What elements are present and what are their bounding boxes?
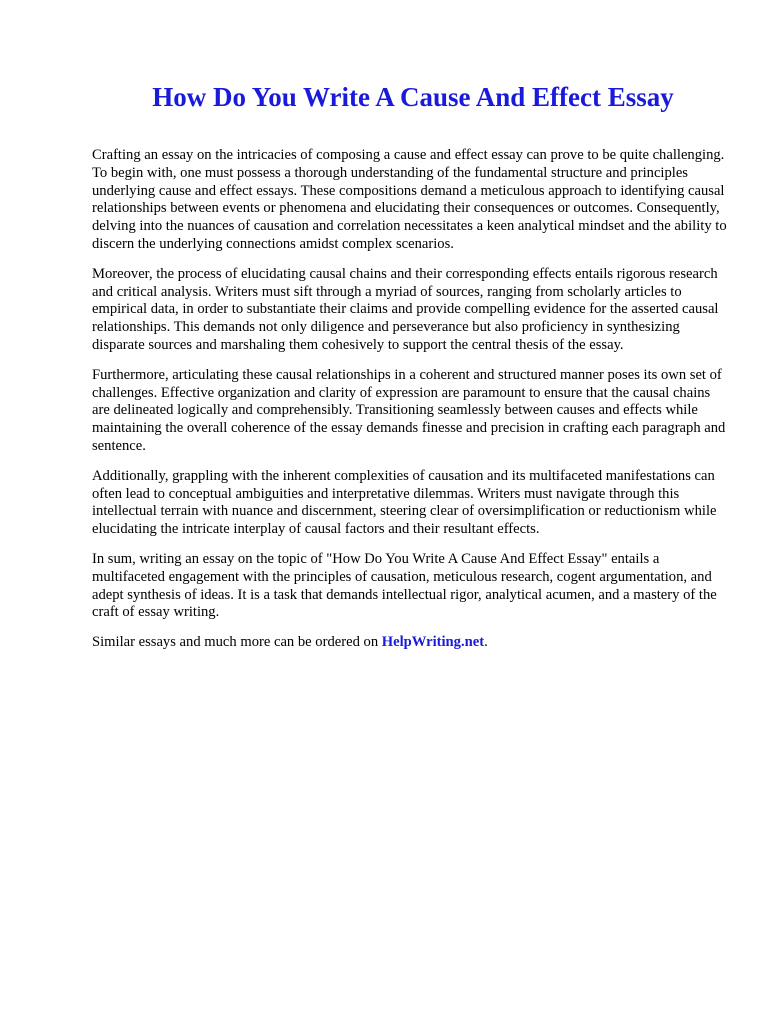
footer-line [92, 634, 730, 652]
document-body [92, 147, 730, 664]
helpwriting-link[interactable]: HelpWriting.net [381, 634, 485, 651]
paragraph-2: Moreover, the process of elucidating causal chains and their corresponding effects entails rigorous research and critical analysis. Writers must sift through a myriad of sources, ranging from scholarly articles to empirical data, in order to substantiate their claims and provide compelling evidence for the asserted causal relationships. This demands not only diligence and perseverance but also proficiency in synthesizing disparate sources and marshaling them cohesively to support the central thesis of the essay. [92, 265, 719, 353]
paragraph-1: Crafting an essay on the intricacies of composing a cause and effect essay can prove to be quite challenging. To begin with, one must possess a thorough understanding of the fundamental structure and principles underlying cause and effect essays. These compositions demand a meticulous approach to identifying causal relationships between events or phenomena and elucidating their consequences or outcomes. Consequently, delving into the nuances of causation and correlation necessitates a keen analytical mindset and the ability to discern the underlying connections amidst complex scenarios. [92, 147, 727, 252]
footer-prefix: Similar essays and much more can be ordered on [92, 634, 382, 651]
footer-suffix: . [484, 634, 488, 651]
paragraph-3: Furthermore, articulating these causal relationships in a coherent and structured manner poses its own set of challenges. Effective organization and clarity of expression are paramount to ensure that the causal chains are delineated logically and comprehensibly. Transitioning seamlessly between causes and effects while maintaining the overall coherence of the essay demands finesse and precision in crafting each paragraph and sentence. [92, 366, 726, 454]
paragraph-4: Additionally, grappling with the inherent complexities of causation and its multifaceted manifestations can often lead to conceptual ambiguities and interpretative dilemmas. Writers must navigate through this intellectual terrain with nuance and discernment, steering clear of oversimplification or reductionism while elucidating the intricate interplay of causal factors and their resultant effects. [92, 467, 717, 538]
document-title: How Do You Write A Cause And Effect Essay [152, 82, 674, 112]
paragraph-5: In sum, writing an essay on the topic of "How Do You Write A Cause And Effect Essay" entails a multifaceted engagement with the principles of causation, meticulous research, cogent argumentation, and adept synthesis of ideas. It is a task that demands intellectual rigor, analytical acumen, and a mastery of the craft of essay writing. [92, 550, 717, 621]
